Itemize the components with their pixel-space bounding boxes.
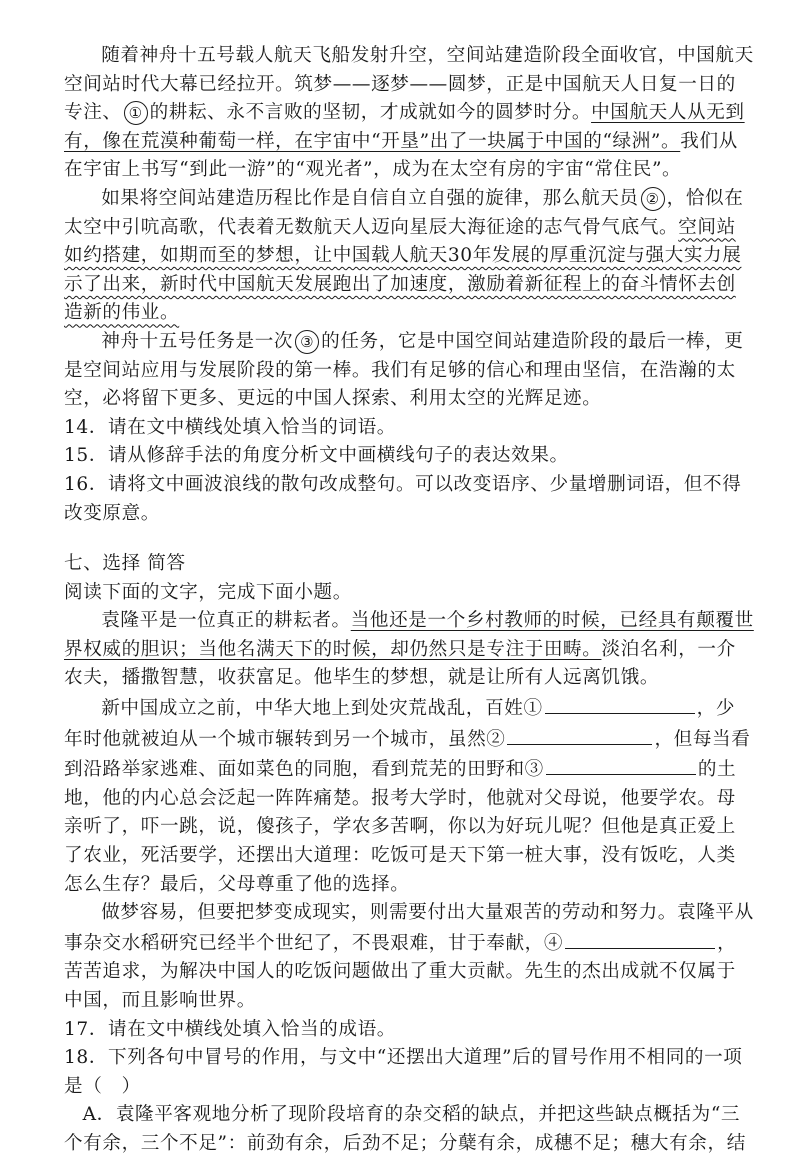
passage2-p2-text-b: ，少年时他就被迫从一个城市辗转到另一个城市，虽然 xyxy=(64,698,736,750)
blank-line-3[interactable] xyxy=(546,754,696,775)
passage1-paragraph2 xyxy=(64,185,754,328)
passage1-p3-text-a: 神舟十五号任务是一次 xyxy=(101,330,294,352)
passage2-p3-text-b: ，苦苦追求，为解决中国人的吃饭问题做出了重大贡献。先生的杰出成就不仅属于中国，而且影响世界。 xyxy=(64,932,737,1011)
section-gap xyxy=(64,528,754,550)
passage2-paragraph2 xyxy=(64,693,754,899)
question-15: 15．请从修辞手法的角度分析文中画横线句子的表达效果。 xyxy=(64,445,569,467)
passage2-p1-text-a: 袁隆平是一位真正的耕耘者。 xyxy=(101,610,351,632)
passage1-p2-text-b: ，恰似在太空中引吭高歌，代表着无数航天人迈向星辰大海征途的志气骨气底气。 xyxy=(64,187,744,238)
blank-label-2: ② xyxy=(486,728,506,750)
question-18: 18．下列各句中冒号的作用，与文中“还摆出大道理”后的冒号作用不相同的一项是（ ） xyxy=(64,1047,743,1097)
passage1-p1-text-b: 的耕耘、永不言败的坚韧，才成就如今的圆梦时分。 xyxy=(149,102,592,124)
passage1-paragraph1 xyxy=(64,42,754,185)
passage2-p2-text-c: ，但每当看到沿路举家逃难、面如菜色的同胞，看到荒芜的田野和 xyxy=(64,728,751,781)
passage2-p2-text-a: 新中国成立之前，中华大地上到处灾荒战乱，百姓 xyxy=(101,698,524,720)
blank-line-4[interactable] xyxy=(565,928,715,949)
blank-line-2[interactable] xyxy=(507,724,652,745)
document-page xyxy=(64,42,754,1159)
passage2-p2-text-d: 的土地，他的内心总会泛起一阵阵痛楚。报考大学时，他就对父母说，他要学农。母亲听了，吓一跳，说，傻孩子，学农多苦啊，你以为好玩儿呢？但他是真正爱上了农业，死活要学，还摆出大道理：吃饭可是天下第一桩大事，没有饭吃，人类怎么生存？最后，父母尊重了他的选择。 xyxy=(64,759,737,895)
passage1-p3-text-b: 的任务，它是中国空间站建造阶段的最后一棒，更是空间站应用与发展阶段的第一棒。我们有足够的信心和理由坚信，在浩瀚的太空，必将留下更多、更远的中国人探索、利用太空的光辉足迹。 xyxy=(64,330,744,410)
blank-label-4: ④ xyxy=(543,932,564,954)
passage1-paragraph3 xyxy=(64,328,754,414)
passage2-paragraph1 xyxy=(64,607,754,693)
section-instruction: 阅读下面的文字，完成下面小题。 xyxy=(64,581,352,603)
passage1-p1-text-c: 我们从在宇宙上书写“到此一游”的“观光者”，成为在太空有房的宇宙“常住民”。 xyxy=(64,130,738,181)
passage2-p1-text-b: 淡泊名利，一介农夫，播撒智慧，收获富足。他毕生的梦想，就是让所有人远离饥饿。 xyxy=(64,638,736,689)
blank-marker-3: ③ xyxy=(295,330,319,354)
question-16: 16．请将文中画波浪线的散句改成整句。可以改变语序、少量增删词语，但不得改变原意。 xyxy=(64,473,742,524)
blank-marker-1: ① xyxy=(124,101,148,125)
wavy-underlined-sentence: 空间站如约搭建，如期而至的梦想，让中国载人航天30年发展的厚重沉淀与强大实力展示了出来，新时代中国航天发展跑出了加速度，激励着新征程上的奋斗情怀去创造新的伟业。 xyxy=(64,216,742,324)
question-17: 17．请在文中横线处填入恰当的成语。 xyxy=(64,1018,396,1040)
blank-label-3: ③ xyxy=(524,759,544,781)
question-14: 14．请在文中横线处填入恰当的词语。 xyxy=(64,416,396,438)
passage2-paragraph3 xyxy=(64,899,754,1015)
blank-line-1[interactable] xyxy=(545,693,695,714)
section-heading: 七、选择 简答 xyxy=(64,553,186,575)
option-a: A．袁隆平客观地分析了现阶段培育的杂交稻的缺点，并把这些缺点概括为“三个有余，三个不足”：前劲有余，后劲不足；分蘖有余，成穗不足；穗大有余，结 xyxy=(64,1104,746,1154)
passage1-p2-text-a: 如果将空间站建造历程比作是自信自立自强的旋律，那么航天员 xyxy=(101,187,639,209)
blank-marker-2: ② xyxy=(641,187,665,211)
passage1-p1-text-a: 随着神舟十五号载人航天飞船发射升空，空间站建造阶段全面收官，中国航天空间站时代大幕已经拉开。筑梦——逐梦——圆梦，正是中国航天人日复一日的专注、 xyxy=(64,45,754,124)
passage2-p3-text-a: 做梦容易，但要把梦变成现实，则需要付出大量艰苦的劳动和努力。袁隆平从事杂交水稻研究已经半个世纪了，不畏艰难，甘于奉献， xyxy=(64,902,754,954)
underlined-sentence-2: 当他还是一个乡村教师的时候，已经具有颠覆世界权威的胆识；当他名满天下的时候，却仍然只是专注于田畴。 xyxy=(64,610,754,660)
underlined-sentence: 中国航天人从无到有，像在荒漠种葡萄一样，在宇宙中“开垦”出了一块属于中国的“绿洲”。 xyxy=(64,102,745,152)
blank-label-1: ① xyxy=(523,698,543,720)
